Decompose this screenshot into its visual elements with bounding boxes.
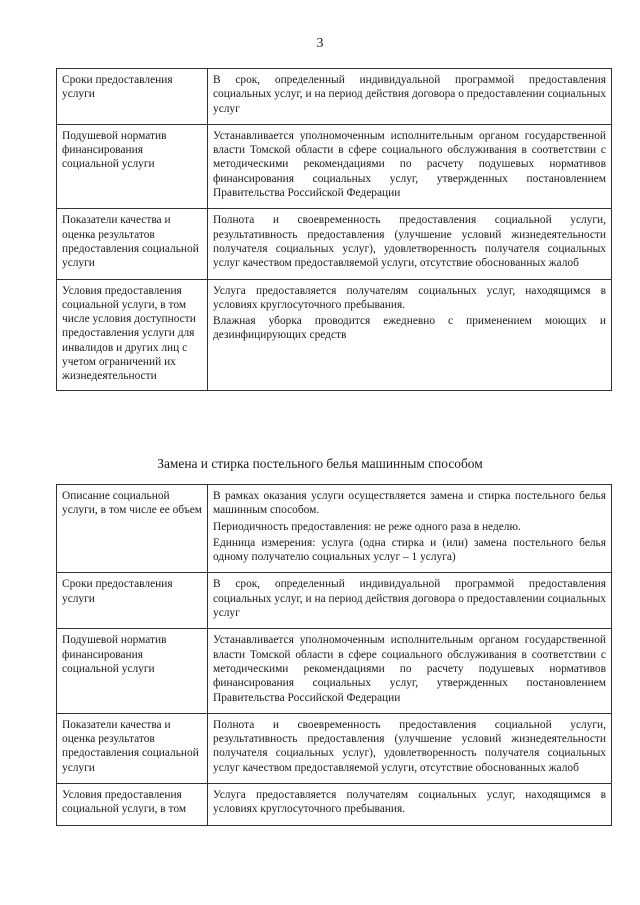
table-row (57, 209, 612, 279)
table-row (57, 124, 612, 208)
table-row (57, 784, 612, 826)
service-table-linen (56, 484, 612, 826)
row-value-text: Услуга предоставляется получателям социальных услуг, находящимся в условиях круглосуточного пребывания. (213, 284, 606, 311)
row-value-text: В срок, определенный индивидуальной программой предоставления социальных услуг, и на период действия договора о предоставлении социальных услуг (213, 578, 606, 620)
row-label: Показатели качества и оценка результатов предоставления социальной услуги (57, 209, 208, 279)
row-value-text: Полнота и своевременность предоставления социальной услуги, результативность предоставления (улучшение условий жизнедеятельности получателя социальных услуг), удовлетворенность получателя социальных услуг качеством предоставляемой услуги, отсутствие обоснованных жалоб (213, 718, 606, 774)
table-row (57, 279, 612, 390)
row-value-text: Единица измерения: услуга (одна стирка и (или) замена постельного белья одному получателю социальных услуг – 1 услуга) (213, 536, 606, 564)
section-title: Замена и стирка постельного белья машинным способом (157, 456, 483, 471)
row-value-text: Периодичность предоставления: не реже одного раза в неделю. (213, 520, 521, 533)
row-value (208, 279, 612, 390)
table-row (57, 629, 612, 713)
service-table-cleaning (56, 68, 612, 391)
row-value-text: Услуга предоставляется получателям социальных услуг, находящимся в условиях круглосуточного пребывания. (213, 789, 606, 816)
row-label: Условия предоставления социальной услуги, в том (57, 784, 208, 826)
row-value-text: В срок, определенный индивидуальной программой предоставления социальных услуг, и на период действия договора о предоставлении социальных услуг (213, 74, 606, 115)
row-value (208, 124, 612, 208)
table-row (57, 485, 612, 573)
row-value (208, 784, 612, 826)
row-value-text: Устанавливается уполномоченным исполнительным органом государственной власти Томской области в сфере социального обслуживания в соответствии с методическими рекомендациями по расчету подушевых нормативов финансирования социальных услуг, утвержденных постановлением Правительства Российской Федерации (213, 129, 606, 200)
page-number: 3 (316, 36, 324, 51)
table-row (57, 69, 612, 125)
row-value-text: В рамках оказания услуги осуществляется замена и стирка постельного белья машинным способом. (213, 490, 606, 517)
row-value-text: Устанавливается уполномоченным исполнительным органом государственной власти Томской области в сфере социального обслуживания в соответствии с методическими рекомендациями по расчету подушевых нормативов финансирования социальных услуг, утвержденных постановлением Правительства Российской Федерации (213, 634, 606, 704)
row-label: Сроки предоставления услуги (57, 69, 208, 125)
row-value-text: Полнота и своевременность предоставления социальной услуги, результативность предоставления (улучшение условий жизнедеятельности получателя социальных услуг), удовлетворенность получателя социальных услуг качеством предоставляемой услуги, отсутствие обоснованных жалоб (213, 214, 606, 270)
row-label: Условия предоставления социальной услуги, в том числе условия доступности предоставления услуги для инвалидов и других лиц с учетом ограничений их жизнедеятельности (57, 279, 208, 390)
row-label: Показатели качества и оценка результатов предоставления социальной услуги (57, 713, 208, 783)
row-label: Подушевой норматив финансирования социальной услуги (57, 629, 208, 713)
row-label: Сроки предоставления услуги (57, 573, 208, 629)
row-value-text: Влажная уборка проводится ежедневно с применением моющих и дезинфицирующих средств (213, 315, 606, 342)
row-label: Подушевой норматив финансирования социальной услуги (57, 124, 208, 208)
row-value (208, 573, 612, 629)
table-row (57, 573, 612, 629)
row-value (208, 713, 612, 783)
table-row (57, 713, 612, 783)
row-value (208, 629, 612, 713)
row-value (208, 485, 612, 573)
row-value (208, 69, 612, 125)
row-label: Описание социальной услуги, в том числе ее объем (57, 485, 208, 573)
row-value (208, 209, 612, 279)
